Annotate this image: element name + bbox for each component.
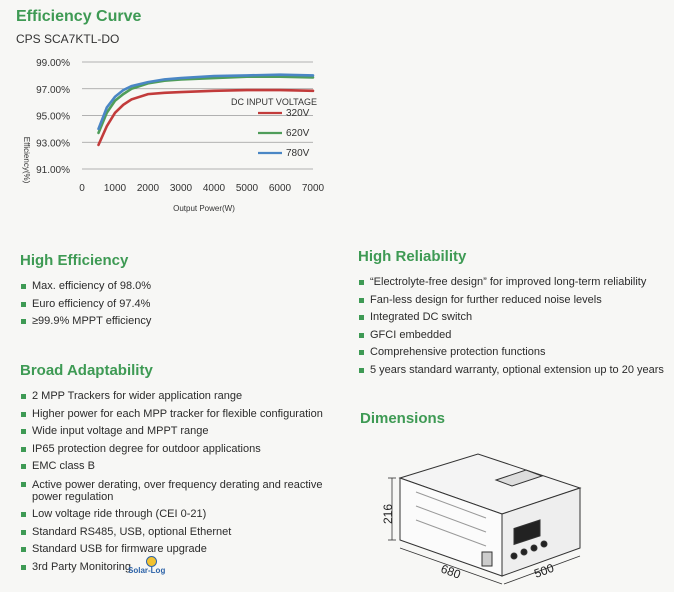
list-item: Standard RS485, USB, optional Ethernet <box>20 524 330 542</box>
list-item: ≥99.9% MPPT efficiency <box>20 313 340 331</box>
y-tick-label: 93.00% <box>36 138 70 150</box>
inverter-dimension-drawing <box>381 448 616 588</box>
dimensions-title: Dimensions <box>360 410 446 427</box>
high-reliability-title: High Reliability <box>358 248 467 265</box>
list-item: Comprehensive protection functions <box>358 344 670 362</box>
legend-label-320V: 320V <box>286 108 310 119</box>
x-tick-label: 5000 <box>235 183 259 194</box>
depth-dimension-label: 680 <box>438 561 463 582</box>
list-item: EMC class B <box>20 458 330 476</box>
legend-label-780V: 780V <box>286 148 310 159</box>
x-tick-label: 7000 <box>301 183 325 194</box>
efficiency-chart <box>0 48 340 223</box>
list-item: Wide input voltage and MPPT range <box>20 423 330 441</box>
high-reliability-list <box>358 274 670 380</box>
x-tick-label: 2000 <box>136 183 160 194</box>
list-item: 3rd Party Monitoring <box>20 559 330 577</box>
list-item: Fan-less design for further reduced noise levels <box>358 292 670 310</box>
list-item: Integrated DC switch <box>358 309 670 327</box>
list-item: Active power derating, over frequency derating and reactive power regulation <box>20 476 330 506</box>
high-efficiency-list <box>20 278 340 331</box>
model-name: CPS SCA7KTL-DO <box>16 32 120 46</box>
list-item: Low voltage ride through (CEI 0-21) <box>20 506 330 524</box>
x-tick-label: 0 <box>79 183 85 194</box>
list-item: 5 years standard warranty, optional extension up to 20 years <box>358 362 670 380</box>
solar-log-logo: Solar-Log <box>128 566 166 575</box>
y-tick-label: 97.00% <box>36 84 70 96</box>
width-dimension-label: 500 <box>532 560 556 581</box>
y-tick-label: 95.00% <box>36 111 70 123</box>
list-item: Max. efficiency of 98.0% <box>20 278 340 296</box>
list-item: Euro efficiency of 97.4% <box>20 296 340 314</box>
list-item: Higher power for each MPP tracker for flexible configuration <box>20 406 330 424</box>
y-tick-label: 99.00% <box>36 58 70 69</box>
list-item: “Electrolyte-free design” for improved long-term reliability <box>358 274 670 292</box>
list-item: IP65 protection degree for outdoor applications <box>20 441 330 459</box>
height-dimension-label: 216 <box>381 503 395 524</box>
x-tick-label: 1000 <box>103 183 127 194</box>
chart-series <box>99 75 314 145</box>
y-axis-label: Efficiency(%) <box>22 136 31 184</box>
y-tick-labels <box>36 58 70 176</box>
high-efficiency-title: High Efficiency <box>20 252 129 269</box>
list-item: Standard USB for firmware upgrade <box>20 541 330 559</box>
broad-adaptability-list <box>20 388 330 576</box>
x-axis-label: Output Power(W) <box>173 204 235 213</box>
x-tick-label: 6000 <box>268 183 292 194</box>
list-item: GFCI embedded <box>358 327 670 345</box>
legend-label-620V: 620V <box>286 128 310 139</box>
legend-title: DC INPUT VOLTAGE <box>231 97 318 107</box>
broad-adaptability-title: Broad Adaptability <box>20 362 153 379</box>
x-tick-label: 3000 <box>169 183 193 194</box>
x-tick-labels <box>79 183 324 194</box>
y-tick-label: 91.00% <box>36 165 70 176</box>
list-item: 2 MPP Trackers for wider application range <box>20 388 330 406</box>
page-title: Efficiency Curve <box>16 8 142 25</box>
x-tick-label: 4000 <box>202 183 226 194</box>
